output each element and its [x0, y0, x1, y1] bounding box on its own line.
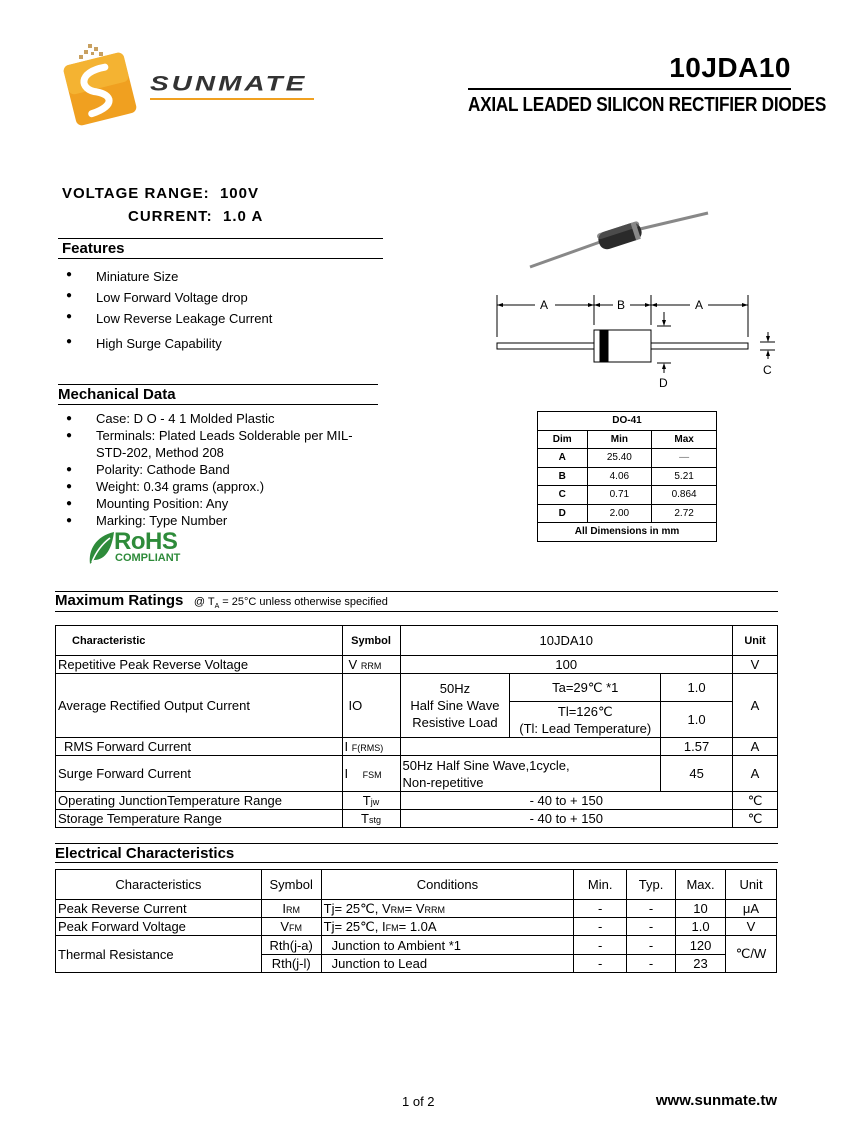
dimension-table [537, 411, 717, 542]
voltage-range [62, 185, 259, 202]
ec-header: Symbol [261, 870, 321, 900]
dim-table-caption: All Dimensions in mm [538, 523, 717, 542]
row-unit: V [726, 918, 777, 936]
features-rule-top [58, 238, 383, 239]
row-name: RMS Forward Current [56, 738, 343, 756]
row-unit: A [733, 738, 778, 756]
io-conditions [400, 674, 510, 738]
row-typ: - [627, 936, 676, 955]
mech-item: ● Marking: Type Number [66, 512, 366, 529]
row-symbol: Rth(j-l) [261, 955, 321, 973]
sym-sub: jw [370, 797, 380, 807]
row-condition: Junction to Ambient *1 [321, 936, 574, 955]
io-tl-value: 1.0 [661, 702, 733, 738]
io-cond-2: Half Sine Wave [410, 698, 500, 713]
row-max: 1.0 [676, 918, 726, 936]
sym: T [361, 811, 369, 826]
feature-item: ● High Surge Capability [66, 336, 366, 357]
table-row [56, 756, 778, 792]
dim-label-d: D [659, 376, 668, 390]
diode-3d-illustration [530, 213, 708, 267]
sym-sub: F(RMS) [351, 743, 384, 753]
features-list [66, 269, 366, 357]
row-min: - [574, 955, 627, 973]
row-name: Average Rectified Output Current [56, 674, 343, 738]
col-characteristic: Characteristic [56, 626, 343, 656]
dim-header: Max [652, 430, 717, 449]
mech-rule-bottom [58, 404, 378, 405]
table-row [56, 810, 778, 828]
feature-item: ● Low Forward Voltage drop [66, 290, 366, 311]
dim-label-a: A [540, 298, 549, 312]
table-row [538, 449, 717, 468]
cond-suffix: = 25°C unless otherwise specified [219, 596, 388, 608]
svg-text:SUNMATE: SUNMATE [150, 72, 308, 96]
row-max: 10 [676, 900, 726, 918]
max-ratings-heading [55, 592, 388, 610]
rohs-text: RoHS [114, 528, 178, 555]
row-name: Operating JunctionTemperature Range [56, 792, 343, 810]
dim-header: Dim [538, 430, 588, 449]
cond-sub: RRM [424, 904, 446, 915]
dim-cell: D [538, 504, 588, 523]
sym-sub: RM [286, 905, 300, 915]
row-name: Peak Reverse Current [56, 900, 262, 918]
row-symbol [342, 792, 400, 810]
feature-item: ● Miniature Size [66, 269, 366, 290]
cond: Tj= 25℃, I [323, 918, 386, 934]
sym-sub: O [352, 698, 363, 713]
dim-cell: A [538, 449, 588, 468]
cond-sub: FM [385, 922, 399, 933]
row-symbol [342, 756, 400, 792]
dim-table-package: DO-41 [538, 412, 717, 431]
io-tl-1: Tl=126℃ [557, 703, 613, 719]
row-typ: - [627, 918, 676, 936]
cond-mid: = 1.0A [398, 918, 437, 934]
max-ratings-rule-top [55, 591, 778, 592]
dim-cell: 2.00 [587, 504, 652, 523]
row-max: 23 [676, 955, 726, 973]
cond-prefix: @ T [193, 596, 215, 608]
cond-mid: = V [404, 900, 425, 916]
dim-cell: 5.21 [652, 467, 717, 486]
dim-label-b: B [617, 298, 626, 312]
max-ratings-condition [193, 596, 388, 611]
row-min: - [574, 936, 627, 955]
row-symbol [342, 656, 400, 674]
cond: Tj= 25℃, V [323, 900, 391, 916]
row-value: 1.57 [661, 738, 733, 756]
sym: I [348, 698, 353, 713]
ec-header: Characteristics [56, 870, 262, 900]
row-unit: A [733, 756, 778, 792]
row-value: 100 [400, 656, 733, 674]
sym-sub: RRM [360, 661, 382, 671]
mech-item: ● Terminals: Plated Leads Solderable per MIL-STD-202, Method 208 [66, 427, 366, 461]
voltage-range-label: VOLTAGE RANGE: [62, 185, 210, 202]
ec-header: Max. [676, 870, 726, 900]
table-row [56, 674, 778, 702]
io-ta: Ta=29℃ *1 [510, 674, 661, 702]
table-row [538, 467, 717, 486]
row-symbol: Rth(j-a) [261, 936, 321, 955]
row-unit: ℃ [733, 792, 778, 810]
sunmate-logo-icon [58, 44, 318, 130]
dim-cell: 0.864 [652, 486, 717, 505]
dim-label-a2: A [695, 298, 704, 312]
table-row [56, 738, 778, 756]
row-unit: A [733, 674, 778, 738]
row-symbol [342, 674, 400, 738]
sym-sub: FM [289, 923, 303, 933]
io-cond-1: 50Hz [439, 681, 471, 696]
brand-logo [58, 44, 318, 130]
header-rule [468, 88, 791, 90]
sym-sub: stg [368, 815, 381, 825]
cond-sub: RM [390, 904, 405, 915]
max-ratings-rule-bottom [55, 611, 778, 612]
io-tl-2: (Tl: Lead Temperature) [519, 720, 652, 736]
dim-label-c: C [763, 363, 772, 377]
max-ratings-title: Maximum Ratings [55, 592, 184, 609]
website-link[interactable]: www.sunmate.tw [655, 1092, 777, 1109]
sym: T [362, 793, 371, 808]
ec-header: Min. [574, 870, 627, 900]
empty-cell [400, 738, 661, 756]
row-value: - 40 to + 150 [400, 810, 733, 828]
sym-sub: FSM [362, 770, 382, 780]
dim-cell: 0.71 [587, 486, 652, 505]
table-row [56, 792, 778, 810]
row-symbol [261, 918, 321, 936]
dim-cell: 2.72 [652, 504, 717, 523]
ec-header: Unit [726, 870, 777, 900]
ec-header: Conditions [321, 870, 574, 900]
ifsm-cond-2: Non-repetitive [402, 774, 484, 790]
row-name: Peak Forward Voltage [56, 918, 262, 936]
leaf-icon [86, 530, 116, 566]
table-row [56, 936, 777, 955]
features-rule-bottom [58, 258, 383, 259]
row-unit: ℃ [733, 810, 778, 828]
mech-item: ● Case: D O - 4 1 Molded Plastic [66, 410, 366, 427]
elec-rule-top [55, 843, 778, 844]
row-value: 45 [661, 756, 733, 792]
row-condition [321, 900, 574, 918]
dim-header: Min [587, 430, 652, 449]
mech-item: ● Weight: 0.34 grams (approx.) [66, 478, 366, 495]
part-number: 10JDA10 [669, 52, 791, 83]
dim-cell: — [652, 449, 717, 468]
mech-rule-top [58, 384, 378, 385]
current-value: 1.0 A [223, 208, 264, 225]
voltage-range-value: 100V [219, 185, 259, 202]
row-value: - 40 to + 150 [400, 792, 733, 810]
io-ta-value: 1.0 [661, 674, 733, 702]
table-row [56, 656, 778, 674]
sym: V [348, 657, 358, 672]
row-unit: μA [726, 900, 777, 918]
dimension-drawing [497, 295, 775, 373]
row-name: Storage Temperature Range [56, 810, 343, 828]
row-typ: - [627, 900, 676, 918]
feature-item: ● Low Reverse Leakage Current [66, 311, 366, 336]
row-condition [321, 918, 574, 936]
rohs-badge [86, 530, 196, 566]
mech-item: ● Mounting Position: Any [66, 495, 366, 512]
rohs-compliant-text: COMPLIANT [115, 552, 181, 564]
electrical-table [55, 869, 777, 973]
row-name: Repetitive Peak Reverse Voltage [56, 656, 343, 674]
document-subtitle: AXIAL LEADED SILICON RECTIFIER DIODES [468, 94, 827, 116]
ifsm-cond-1: 50Hz Half Sine Wave,1cycle, [402, 757, 570, 773]
row-min: - [574, 900, 627, 918]
col-symbol: Symbol [342, 626, 400, 656]
row-symbol [342, 738, 400, 756]
mech-title: Mechanical Data [58, 386, 176, 403]
dim-cell: 4.06 [587, 467, 652, 486]
page-number: 1 of 2 [402, 1094, 435, 1109]
dim-cell: B [538, 467, 588, 486]
table-row [56, 900, 777, 918]
mech-item: ● Polarity: Cathode Band [66, 461, 366, 478]
sym: V [280, 919, 290, 934]
table-row [538, 504, 717, 523]
row-condition: Junction to Lead [321, 955, 574, 973]
max-ratings-table [55, 625, 778, 828]
row-name: Thermal Resistance [56, 936, 262, 973]
table-row [56, 918, 777, 936]
col-part: 10JDA10 [400, 626, 733, 656]
diode-drawing [490, 205, 790, 395]
sym: I [282, 901, 286, 916]
arrowheads [497, 303, 770, 369]
row-name: Surge Forward Current [56, 756, 343, 792]
io-tl [510, 702, 661, 738]
mech-list [66, 410, 366, 529]
row-symbol [342, 810, 400, 828]
cond-sub: A [214, 603, 220, 611]
col-unit: Unit [733, 626, 778, 656]
sym: I [344, 739, 349, 754]
io-cond-3: Resistive Load [412, 715, 498, 730]
ec-header: Typ. [627, 870, 676, 900]
table-row [538, 486, 717, 505]
dim-cell: C [538, 486, 588, 505]
current-label: CURRENT: [128, 208, 213, 225]
current-range [128, 208, 263, 225]
elec-title: Electrical Characteristics [55, 845, 235, 862]
row-unit: V [733, 656, 778, 674]
row-unit: ℃/W [726, 936, 777, 973]
row-min: - [574, 918, 627, 936]
ifsm-conditions [400, 756, 661, 792]
sym: I [344, 766, 349, 781]
row-max: 120 [676, 936, 726, 955]
dim-cell: 25.40 [587, 449, 652, 468]
row-symbol [261, 900, 321, 918]
features-title: Features [62, 240, 125, 257]
row-typ: - [627, 955, 676, 973]
elec-rule-bottom [55, 862, 778, 863]
